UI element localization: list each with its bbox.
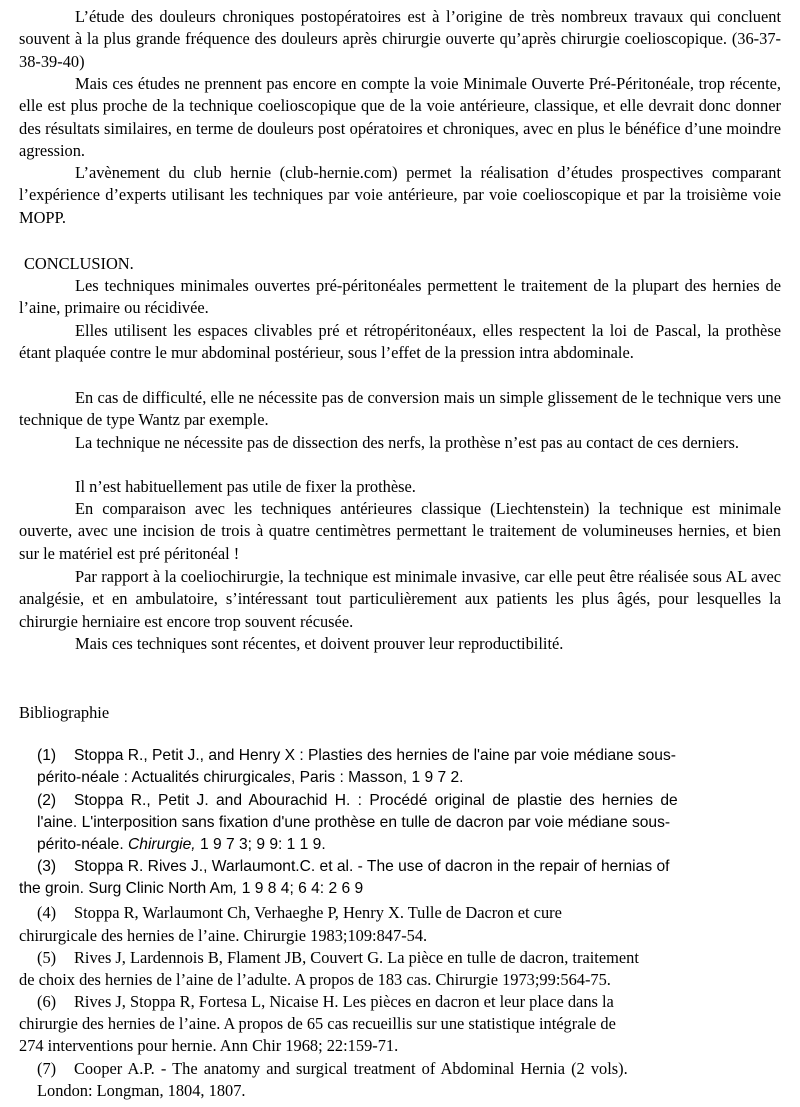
reference-line-continued: l'aine. L'interposition sans fixation d'une prothèse en tulle de dacron par voie médiane sous- — [37, 814, 671, 831]
reference-number: (6) — [37, 992, 57, 1011]
reference-line: Stoppa R., Petit J. and Abourachid H. : Procédé original de plastie des hernies de — [74, 792, 678, 809]
reference-line: Cooper A.P. - The anatomy and surgical treatment of Abdominal Hernia (2 vols). — [74, 1059, 628, 1078]
reference-line-continued: 274 interventions pour hernie. Ann Chir 1968; 22:159-71. — [19, 1036, 399, 1055]
conclusion-paragraph-1: Les techniques minimales ouvertes pré-péritonéales permettent le traitement de la plupart des hernies de l’aine, primaire ou récidivée. — [19, 276, 781, 318]
reference-number: (4) — [37, 903, 57, 922]
reference-number: (3) — [37, 858, 57, 875]
conclusion-paragraph-3: En cas de difficulté, elle ne nécessite pas de conversion mais un simple glissement de le technique vers une technique de type Wantz par exemple. — [19, 388, 781, 430]
conclusion-paragraph-4: La technique ne nécessite pas de dissection des nerfs, la prothèse n’est pas au contact de ces derniers. — [75, 433, 740, 452]
conclusion-paragraph-7: Par rapport à la coeliochirurgie, la technique est minimale invasive, car elle peut être réalisée sous AL avec analgésie, et en ambulatoire, s’intéressant tout particulièrement aux patients les plus âgés, pour lesquelles la chirurgie herniaire est encore trop souvent récusée. — [19, 567, 781, 631]
reference-item — [37, 856, 670, 878]
reference-line-continued: périto-néale : Actualités chirurgicales, Paris : Masson, 1 9 7 2. — [37, 769, 464, 786]
reference-line-continued: chirurgicale des hernies de l’aine. Chirurgie 1983;109:847-54. — [19, 926, 428, 945]
conclusion-heading: CONCLUSION. — [24, 254, 134, 273]
conclusion-paragraph-6: En comparaison avec les techniques antérieures classique (Liechtenstein) la technique est minimale ouverte, avec une incision de trois à quatre centimètres permettant le traitement de volumineuses hernies, et bien sur le matériel est pré péritonéal ! — [19, 499, 781, 563]
reference-item — [37, 902, 562, 924]
reference-line: Stoppa R, Warlaumont Ch, Verhaeghe P, Henry X. Tulle de Dacron et cure — [74, 903, 562, 922]
reference-item — [37, 745, 753, 767]
reference-number: (1) — [37, 747, 57, 764]
intro-paragraph-3: L’avènement du club hernie (club-hernie.com) permet la réalisation d’études prospectives comparant l’expérience d’experts utilisant les techniques par voie antérieure, par voie coelioscopique et par la troisième voie MOPP. — [19, 163, 781, 227]
reference-number: (5) — [37, 948, 57, 967]
reference-item — [37, 947, 639, 969]
reference-line: Stoppa R., Petit J., and Henry X : Plasties des hernies de l'aine par voie médiane sous- — [74, 747, 676, 764]
reference-line-continued: the groin. Surg Clinic North Am, 1 9 8 4; 6 4: 2 6 9 — [19, 880, 364, 897]
reference-line-continued: chirurgie des hernies de l’aine. A propos de 65 cas recueillis sur une statistique intégrale de — [19, 1014, 616, 1033]
reference-number: (2) — [37, 792, 57, 809]
reference-line: Rives J, Stoppa R, Fortesa L, Nicaise H. Les pièces en dacron et leur place dans la — [74, 992, 614, 1011]
reference-line-continued: périto-néale. Chirurgie, 1 9 7 3; 9 9: 1 1 9. — [37, 836, 326, 853]
reference-item — [37, 991, 614, 1013]
reference-item — [37, 790, 678, 812]
reference-line: Stoppa R. Rives J., Warlaumont.C. et al. - The use of dacron in the repair of hernias of — [74, 858, 670, 875]
reference-number: (7) — [37, 1059, 57, 1078]
intro-paragraph-2: Mais ces études ne prennent pas encore en compte la voie Minimale Ouverte Pré-Péritonéale, trop récente, elle est plus proche de la technique coelioscopique que de la voie antérieure, classique, et elle devrait donc donner des résultats similaires, en terme de douleurs post opératoires et chroniques, avec en plus le bénéfice d’une moindre agression. — [19, 74, 781, 160]
conclusion-paragraph-8: Mais ces techniques sont récentes, et doivent prouver leur reproductibilité. — [75, 634, 564, 653]
reference-line: Rives J, Lardennois B, Flament JB, Couvert G. La pièce en tulle de dacron, traitement — [74, 948, 639, 967]
conclusion-paragraph-5: Il n’est habituellement pas utile de fixer la prothèse. — [75, 477, 416, 496]
reference-item — [37, 1058, 628, 1080]
reference-line-continued: de choix des hernies de l’aine de l’adulte. A propos de 183 cas. Chirurgie 1973;99:564-75. — [19, 970, 611, 989]
reference-line-continued: London: Longman, 1804, 1807. — [37, 1081, 246, 1100]
bibliography-heading: Bibliographie — [19, 703, 110, 722]
conclusion-paragraph-2: Elles utilisent les espaces clivables pré et rétropéritonéaux, elles respectent la loi de Pascal, la prothèse étant plaquée contre le mur abdominal postérieur, sous l’effet de la pression intra abdominale. — [19, 321, 781, 363]
intro-paragraph-1: L’étude des douleurs chroniques postopératoires est à l’origine de très nombreux travaux qui concluent souvent à la plus grande fréquence des douleurs après chirurgie ouverte qu’après chirurgie coelioscopique. (36-37-38-39-40) — [19, 7, 781, 71]
